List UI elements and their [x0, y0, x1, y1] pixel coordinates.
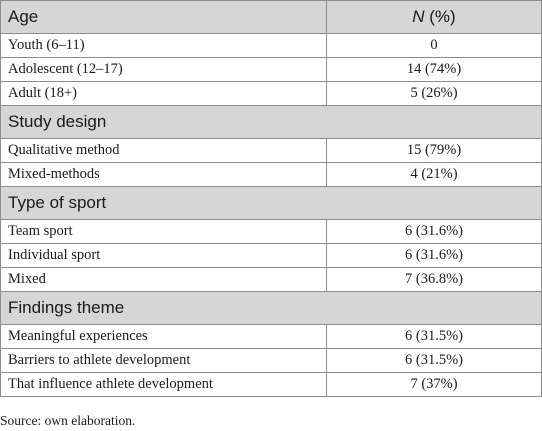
column-header-n-percent	[327, 1, 542, 34]
row-value: 7 (37%)	[327, 373, 542, 397]
table-row	[1, 139, 542, 163]
row-label: That influence athlete development	[1, 373, 327, 397]
row-label: Meaningful experiences	[1, 325, 327, 349]
row-label: Youth (6–11)	[1, 34, 327, 58]
n-letter: N	[412, 7, 425, 26]
row-label: Adult (18+)	[1, 82, 327, 106]
row-label: Mixed	[1, 268, 327, 292]
table-row	[1, 163, 542, 187]
table-row	[1, 349, 542, 373]
percent-suffix: (%)	[424, 7, 456, 26]
table-row	[1, 268, 542, 292]
row-value: 0	[327, 34, 542, 58]
row-label: Individual sport	[1, 244, 327, 268]
row-value: 6 (31.5%)	[327, 325, 542, 349]
row-value: 6 (31.6%)	[327, 220, 542, 244]
row-value: 4 (21%)	[327, 163, 542, 187]
section-header-findings-theme	[1, 292, 542, 325]
row-label: Mixed-methods	[1, 163, 327, 187]
table-row	[1, 220, 542, 244]
section-title: Type of sport	[1, 187, 542, 220]
section-header-type-of-sport	[1, 187, 542, 220]
section-header-age	[1, 1, 542, 34]
row-value: 14 (74%)	[327, 58, 542, 82]
row-value: 15 (79%)	[327, 139, 542, 163]
row-label: Qualitative method	[1, 139, 327, 163]
section-title: Study design	[1, 106, 542, 139]
table-row	[1, 244, 542, 268]
table-row	[1, 82, 542, 106]
table-row	[1, 58, 542, 82]
table-row	[1, 34, 542, 58]
row-value: 7 (36.8%)	[327, 268, 542, 292]
row-value: 5 (26%)	[327, 82, 542, 106]
row-label: Adolescent (12–17)	[1, 58, 327, 82]
row-label: Barriers to athlete development	[1, 349, 327, 373]
table-row	[1, 325, 542, 349]
section-header-study-design	[1, 106, 542, 139]
table-row	[1, 373, 542, 397]
source-footnote: Source: own elaboration.	[0, 413, 136, 428]
row-value: 6 (31.6%)	[327, 244, 542, 268]
row-label: Team sport	[1, 220, 327, 244]
section-title: Age	[1, 1, 327, 34]
row-value: 6 (31.5%)	[327, 349, 542, 373]
section-title: Findings theme	[1, 292, 542, 325]
